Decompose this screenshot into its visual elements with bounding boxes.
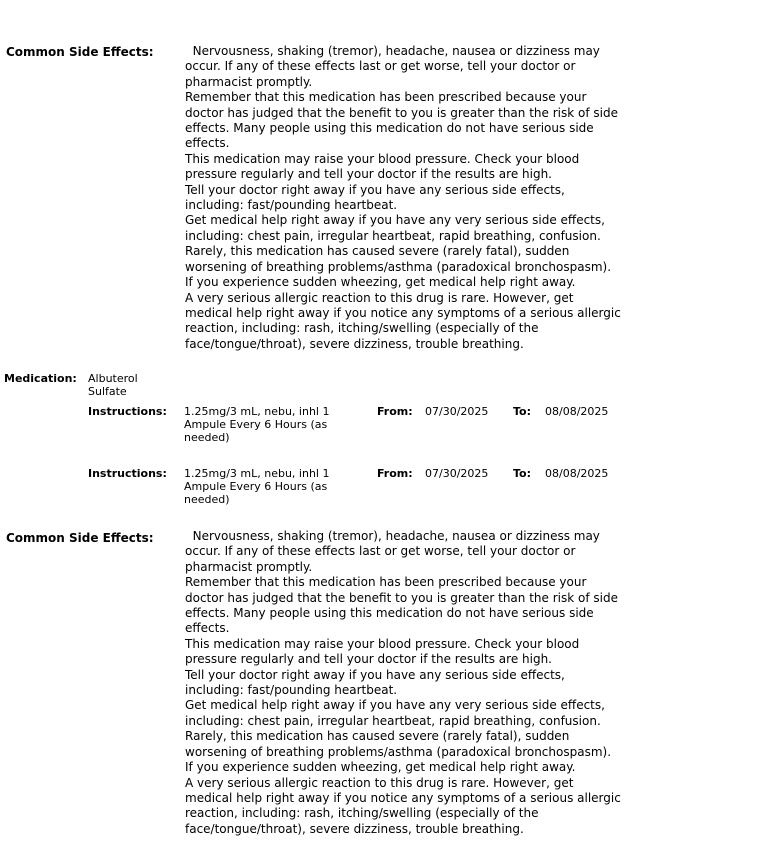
side-effects-text [185, 44, 625, 352]
side-effects-line: Get medical help right away if you have any very serious side effects, [185, 698, 605, 713]
side-effects-line: reaction, including: rash, itching/swelling (especially of the [185, 806, 539, 821]
medication-name [88, 372, 138, 398]
to-date: 08/08/2025 [545, 467, 609, 480]
from-label: From: [377, 405, 413, 418]
side-effects-line: including: chest pain, irregular heartbeat, rapid breathing, confusion. [185, 713, 601, 728]
from-date: 07/30/2025 [425, 467, 489, 480]
side-effects-line: A very serious allergic reaction to this drug is rare. However, get [185, 775, 574, 790]
side-effects-line: Nervousness, shaking (tremor), headache, nausea or dizziness may [185, 44, 600, 58]
side-effects-line: worsening of breathing problems/asthma (paradoxical bronchospasm). [185, 259, 612, 274]
instructions-line: Ampule Every 6 Hours (as [184, 480, 328, 493]
instructions-line: needed) [184, 493, 230, 506]
instructions-line: 1.25mg/3 mL, nebu, inhl 1 [184, 405, 330, 418]
side-effects-line: reaction, including: rash, itching/swelling (especially of the [185, 321, 539, 336]
side-effects-line: worsening of breathing problems/asthma (paradoxical bronchospasm). [185, 744, 612, 759]
side-effects-line: occur. If any of these effects last or get worse, tell your doctor or [185, 59, 576, 74]
side-effects-line: This medication may raise your blood pressure. Check your blood [185, 151, 580, 166]
from-label: From: [377, 467, 413, 480]
side-effects-line: Tell your doctor right away if you have any serious side effects, [185, 182, 565, 197]
side-effects-line: medical help right away if you notice any symptoms of a serious allergic [185, 790, 621, 805]
side-effects-line: If you experience sudden wheezing, get medical help right away. [185, 760, 576, 775]
side-effects-text [185, 529, 625, 837]
side-effects-line: Remember that this medication has been prescribed because your [185, 575, 587, 590]
side-effects-label: Common Side Effects: [6, 531, 154, 545]
side-effects-line: Rarely, this medication has caused severe (rarely fatal), sudden [185, 729, 570, 744]
side-effects-line: including: fast/pounding heartbeat. [185, 683, 398, 698]
side-effects-line: Rarely, this medication has caused severe (rarely fatal), sudden [185, 244, 570, 259]
side-effects-line: occur. If any of these effects last or get worse, tell your doctor or [185, 544, 576, 559]
side-effects-line: face/tongue/throat), severe dizziness, trouble breathing. [185, 821, 524, 836]
medication-name-line: Sulfate [88, 385, 127, 398]
side-effects-line: pressure regularly and tell your doctor if the results are high. [185, 652, 552, 667]
instructions-label: Instructions: [88, 405, 167, 418]
side-effects-line: effects. [185, 136, 230, 151]
medication-name-line: Albuterol [88, 372, 138, 385]
side-effects-line: pharmacist promptly. [185, 74, 313, 89]
side-effects-line: doctor has judged that the benefit to you is greater than the risk of side [185, 590, 618, 605]
side-effects-line: Remember that this medication has been prescribed because your [185, 90, 587, 105]
side-effects-line: This medication may raise your blood pressure. Check your blood [185, 636, 580, 651]
side-effects-line: Tell your doctor right away if you have any serious side effects, [185, 667, 565, 682]
to-label: To: [513, 405, 531, 418]
side-effects-line: Get medical help right away if you have any very serious side effects, [185, 213, 605, 228]
instructions-text [184, 467, 329, 506]
side-effects-line: Nervousness, shaking (tremor), headache, nausea or dizziness may [185, 529, 600, 543]
side-effects-line: effects. Many people using this medication do not have serious side [185, 121, 594, 136]
side-effects-line: including: chest pain, irregular heartbeat, rapid breathing, confusion. [185, 228, 601, 243]
side-effects-line: doctor has judged that the benefit to you is greater than the risk of side [185, 105, 618, 120]
to-label: To: [513, 467, 531, 480]
side-effects-label: Common Side Effects: [6, 45, 154, 59]
side-effects-line: medical help right away if you notice any symptoms of a serious allergic [185, 305, 621, 320]
instructions-line: needed) [184, 431, 230, 444]
instructions-label: Instructions: [88, 467, 167, 480]
side-effects-line: effects. Many people using this medication do not have serious side [185, 606, 594, 621]
from-date: 07/30/2025 [425, 405, 489, 418]
to-date: 08/08/2025 [545, 405, 609, 418]
side-effects-line: If you experience sudden wheezing, get medical help right away. [185, 275, 576, 290]
side-effects-line: including: fast/pounding heartbeat. [185, 198, 398, 213]
side-effects-line: pressure regularly and tell your doctor if the results are high. [185, 167, 552, 182]
side-effects-line: effects. [185, 621, 230, 636]
side-effects-line: pharmacist promptly. [185, 559, 313, 574]
instructions-text [184, 405, 329, 444]
side-effects-line: A very serious allergic reaction to this drug is rare. However, get [185, 290, 574, 305]
instructions-line: 1.25mg/3 mL, nebu, inhl 1 [184, 467, 330, 480]
side-effects-line: face/tongue/throat), severe dizziness, trouble breathing. [185, 336, 524, 351]
instructions-line: Ampule Every 6 Hours (as [184, 418, 328, 431]
medication-label: Medication: [4, 372, 77, 385]
